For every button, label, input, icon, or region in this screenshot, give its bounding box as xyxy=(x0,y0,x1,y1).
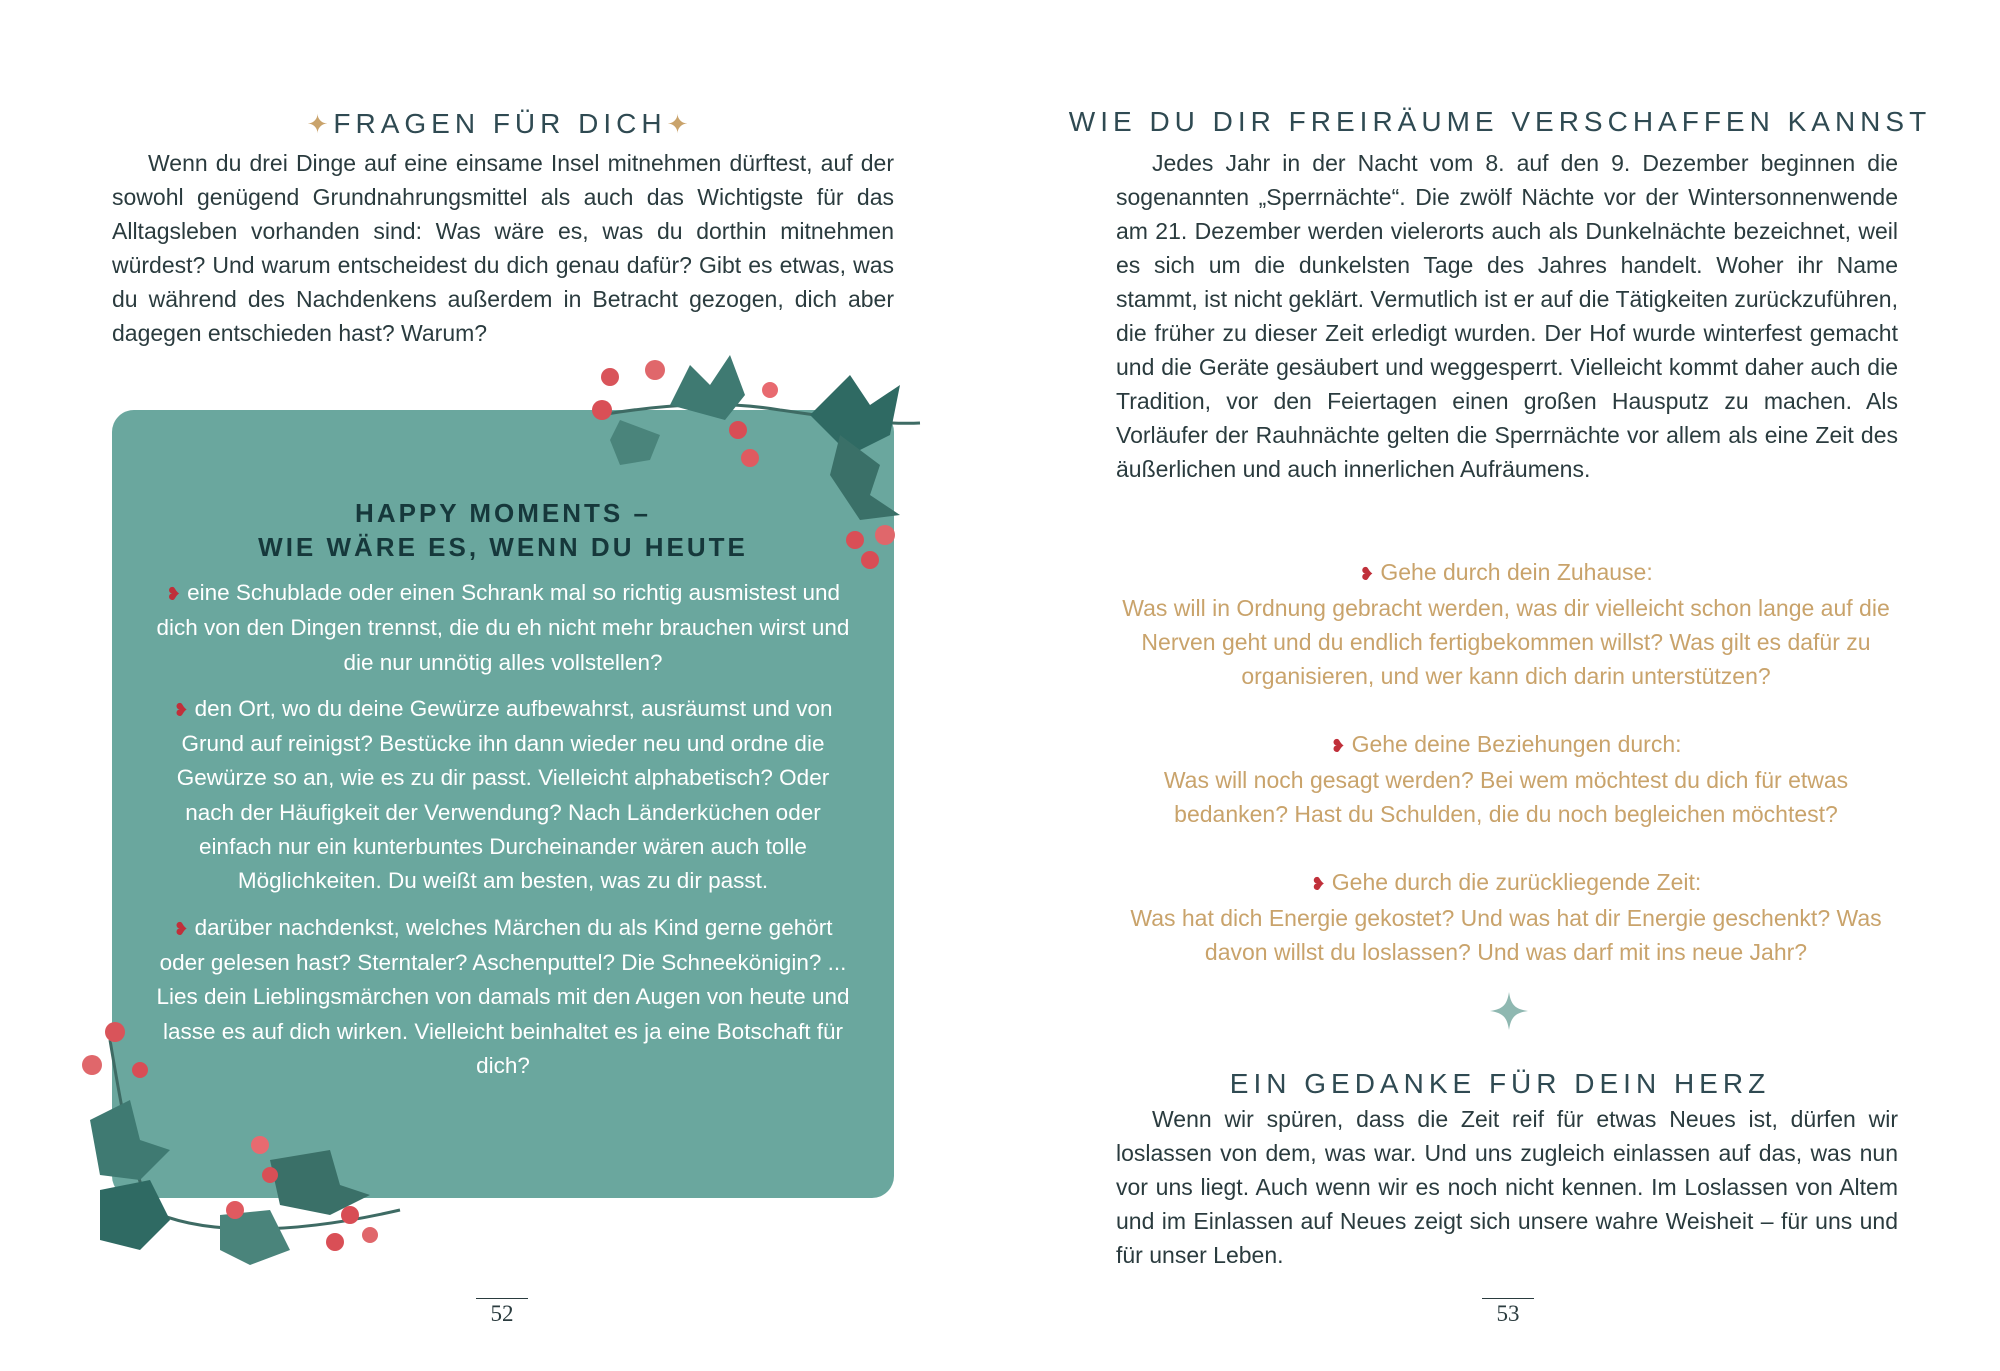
page-number-rule xyxy=(1482,1298,1534,1299)
heart-bullet-icon: ❥ xyxy=(1359,564,1375,584)
heart-bullet-icon: ❥ xyxy=(1310,874,1326,894)
left-heading-text: FRAGEN FÜR DICH xyxy=(333,108,667,139)
box-title-line2: WIE WÄRE ES, WENN DU HEUTE xyxy=(258,532,748,562)
page-number-rule xyxy=(476,1298,528,1299)
star-icon: ✦ xyxy=(666,109,694,139)
page-number-left xyxy=(472,1298,532,1327)
prompt-list xyxy=(1116,555,1896,1003)
list-item-text: eine Schublade oder einen Schrank mal so richtig ausmistest und dich von den Dingen trennst, die du eh nicht mehr brauchen wirst und die nur unnötig alles vollstellen? xyxy=(156,580,850,675)
page-number-text: 53 xyxy=(1496,1301,1520,1326)
star-icon xyxy=(1488,990,1530,1032)
prompt-title xyxy=(1116,727,1896,763)
prompt-title-text: Gehe durch die zurückliegende Zeit: xyxy=(1331,869,1702,895)
heart-bullet-icon: ❥ xyxy=(166,584,182,604)
star-icon: ✦ xyxy=(306,109,334,139)
prompt-title-text: Gehe durch dein Zuhause: xyxy=(1380,559,1653,585)
list-item xyxy=(150,692,856,899)
heart-bullet-icon: ❥ xyxy=(173,699,189,720)
prompt-block xyxy=(1116,727,1896,831)
heart-bullet-icon: ❥ xyxy=(1330,736,1346,756)
heart-paragraph xyxy=(1116,1102,1898,1272)
page-number-right xyxy=(1478,1298,1538,1327)
prompt-block xyxy=(1116,555,1896,693)
heart-heading: EIN GEDANKE FÜR DEIN HERZ xyxy=(1229,1068,1771,1099)
list-item-text: darüber nachdenkst, welches Märchen du als Kind gerne gehört oder gelesen hast? Sterntaler? Aschenputtel? Die Schneekönigin? ... Lies dein Lieblingsmärchen von damals mit den Augen von heute und lasse es auf dich wirken. Vielleicht beinhaltet es ja eine Botschaft für dich? xyxy=(156,914,850,1078)
heart-bullet-icon: ❥ xyxy=(173,918,189,939)
prompt-text: Was hat dich Energie gekostet? Und was hat dir Energie geschenkt? Was davon willst du loslassen? Und was darf mit ins neue Jahr? xyxy=(1130,905,1882,965)
left-intro-paragraph xyxy=(112,146,894,350)
prompt-title-text: Gehe deine Beziehungen durch: xyxy=(1351,731,1682,757)
page-number-text: 52 xyxy=(490,1301,514,1326)
prompt-title xyxy=(1116,555,1896,591)
left-intro-text: Wenn du drei Dinge auf eine einsame Insel mitnehmen dürftest, auf der sowohl genügend Grundnahrungsmittel als auch das Wichtigste für das Alltagsleben vorhanden sind: Was wäre es, was du dorthin mitnehmen würdest? Und warum entscheidest du dich genau dafür? Gibt es etwas, was du während des Nachdenkens außerdem in Betracht gezogen, dich aber dagegen entschieden hast? Warum? xyxy=(112,150,894,346)
prompt-block xyxy=(1116,865,1896,969)
right-page xyxy=(1000,0,2000,1371)
right-intro-text: Jedes Jahr in der Nacht vom 8. auf den 9. Dezember beginnen die sogenannten „Sperrnächte“. Die zwölf Nächte vor der Wintersonnenwende am 21. Dezember werden vielerorts auch als Dunkelnächte bezeichnet, weil es sich um die dunkelsten Tage des Jahres handelt. Woher ihr Name stammt, ist nicht geklärt. Vermutlich ist er auf die Tätigkeiten zurückzuführen, die früher zu dieser Zeit erledigt wurden. Der Hof wurde winterfest gemacht und die Geräte gesäubert und weggesperrt. Vielleicht kommt daher auch die Tradition, vor den Feiertagen einen großen Hausputz zu machen. Als Vorläufer der Rauhnächte gelten die Sperrnächte vor allem als eine Zeit des äußerlichen und auch innerlichen Aufräumens. xyxy=(1116,150,1898,482)
left-heading xyxy=(0,108,1000,140)
right-intro-paragraph xyxy=(1116,146,1898,486)
list-item-text: den Ort, wo du deine Gewürze aufbewahrst, ausräumst und von Grund auf reinigst? Bestücke ihn dann wieder neu und ordne die Gewürze so an, wie es zu dir passt. Vielleicht alphabetisch? Oder nach der Häufigkeit der Verwendung? Nach Länderküchen oder einfach nur ein kunterbuntes Durcheinander wären auch tolle Möglichkeiten. Du weißt am besten, was zu dir passt. xyxy=(176,695,833,894)
box-title-line1: HAPPY MOMENTS – xyxy=(355,498,651,528)
holly-decoration xyxy=(580,345,930,575)
prompt-title xyxy=(1116,865,1896,901)
holly-decoration xyxy=(70,1010,430,1280)
list-item xyxy=(150,576,856,680)
prompt-text: Was will in Ordnung gebracht werden, was dir vielleicht schon lange auf die Nerven geht und du endlich fertigbekommen willst? Was gilt es dafür zu organisieren, und wer kann dich darin unterstützen? xyxy=(1122,595,1890,689)
right-heading: WIE DU DIR FREIRÄUME VERSCHAFFEN KANNST xyxy=(1068,106,1932,137)
prompt-text: Was will noch gesagt werden? Bei wem möchtest du dich für etwas bedanken? Hast du Schulden, die du noch begleichen möchtest? xyxy=(1163,767,1849,827)
heart-paragraph-text: Wenn wir spüren, dass die Zeit reif für etwas Neues ist, dürfen wir loslassen von dem, was war. Und uns zugleich einlassen auf das, was nun vor uns liegt. Auch wenn wir es noch nicht kennen. Im Loslassen von Altem und im Einlassen auf Neues zeigt sich unsere wahre Weisheit – für uns und für unser Leben. xyxy=(1116,1106,1898,1268)
